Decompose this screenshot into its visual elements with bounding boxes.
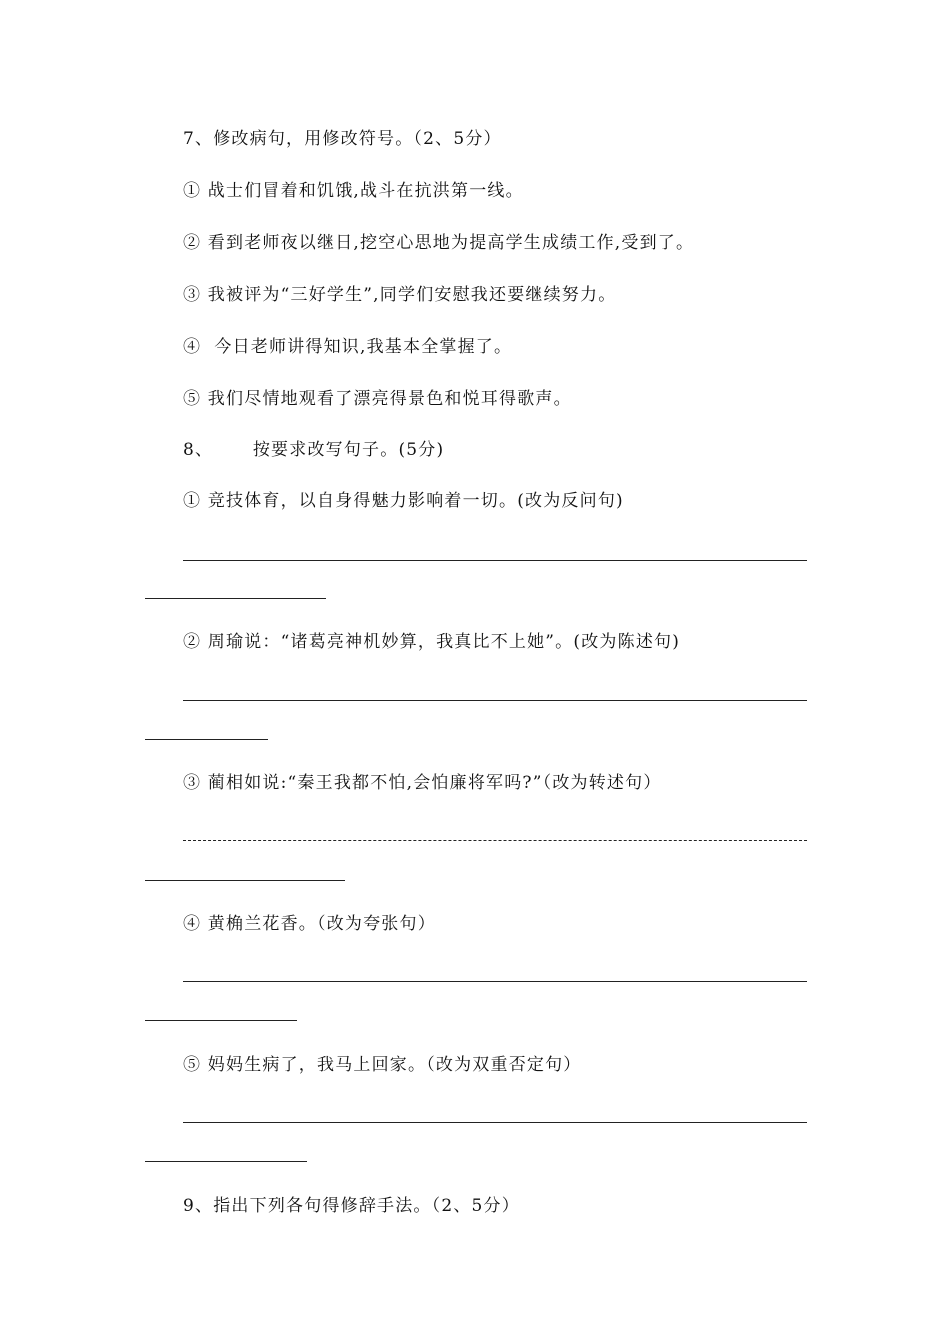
q7-item-5: ⑤ 我们尽情地观看了漂亮得景色和悦耳得歌声。 [183, 389, 572, 409]
answer-line-continuation [145, 1161, 307, 1162]
q7-item-3: ③ 我被评为“三好学生”,同学们安慰我还要继续努力。 [183, 285, 617, 305]
q7-item-1: ① 战士们冒着和饥饿,战斗在抗洪第一线。 [183, 181, 524, 201]
answer-line [183, 1122, 807, 1123]
q8-item-4: ④ 黄桷兰花香。（改为夸张句） [183, 914, 436, 934]
answer-line [183, 700, 807, 701]
answer-line [183, 981, 807, 982]
answer-line [183, 560, 807, 561]
answer-line-continuation [145, 739, 268, 740]
q8-item-5: ⑤ 妈妈生病了，我马上回家。（改为双重否定句） [183, 1055, 582, 1075]
answer-line-continuation [145, 1020, 297, 1021]
answer-line-continuation [145, 880, 345, 881]
question-9-heading: 9、指出下列各句得修辞手法。（2、5分） [183, 1196, 520, 1216]
q8-item-1: ① 竞技体育，以自身得魅力影响着一切。(改为反问句) [183, 491, 624, 511]
q8-item-2: ② 周瑜说：“诸葛亮神机妙算，我真比不上她”。(改为陈述句) [183, 632, 681, 652]
answer-line-continuation [145, 598, 326, 599]
answer-line [183, 840, 807, 841]
q7-item-2: ② 看到老师夜以继日,挖空心思地为提高学生成绩工作,受到了。 [183, 233, 695, 253]
question-8-heading: 8、 按要求改写句子。(5分) [183, 440, 445, 460]
question-7-heading: 7、修改病句，用修改符号。（2、5分） [183, 129, 502, 149]
q8-item-3: ③ 蔺相如说:“秦王我都不怕,会怕廉将军吗?”（改为转述句） [183, 773, 662, 793]
q7-item-4: ④ 今日老师讲得知识,我基本全掌握了。 [183, 337, 513, 357]
